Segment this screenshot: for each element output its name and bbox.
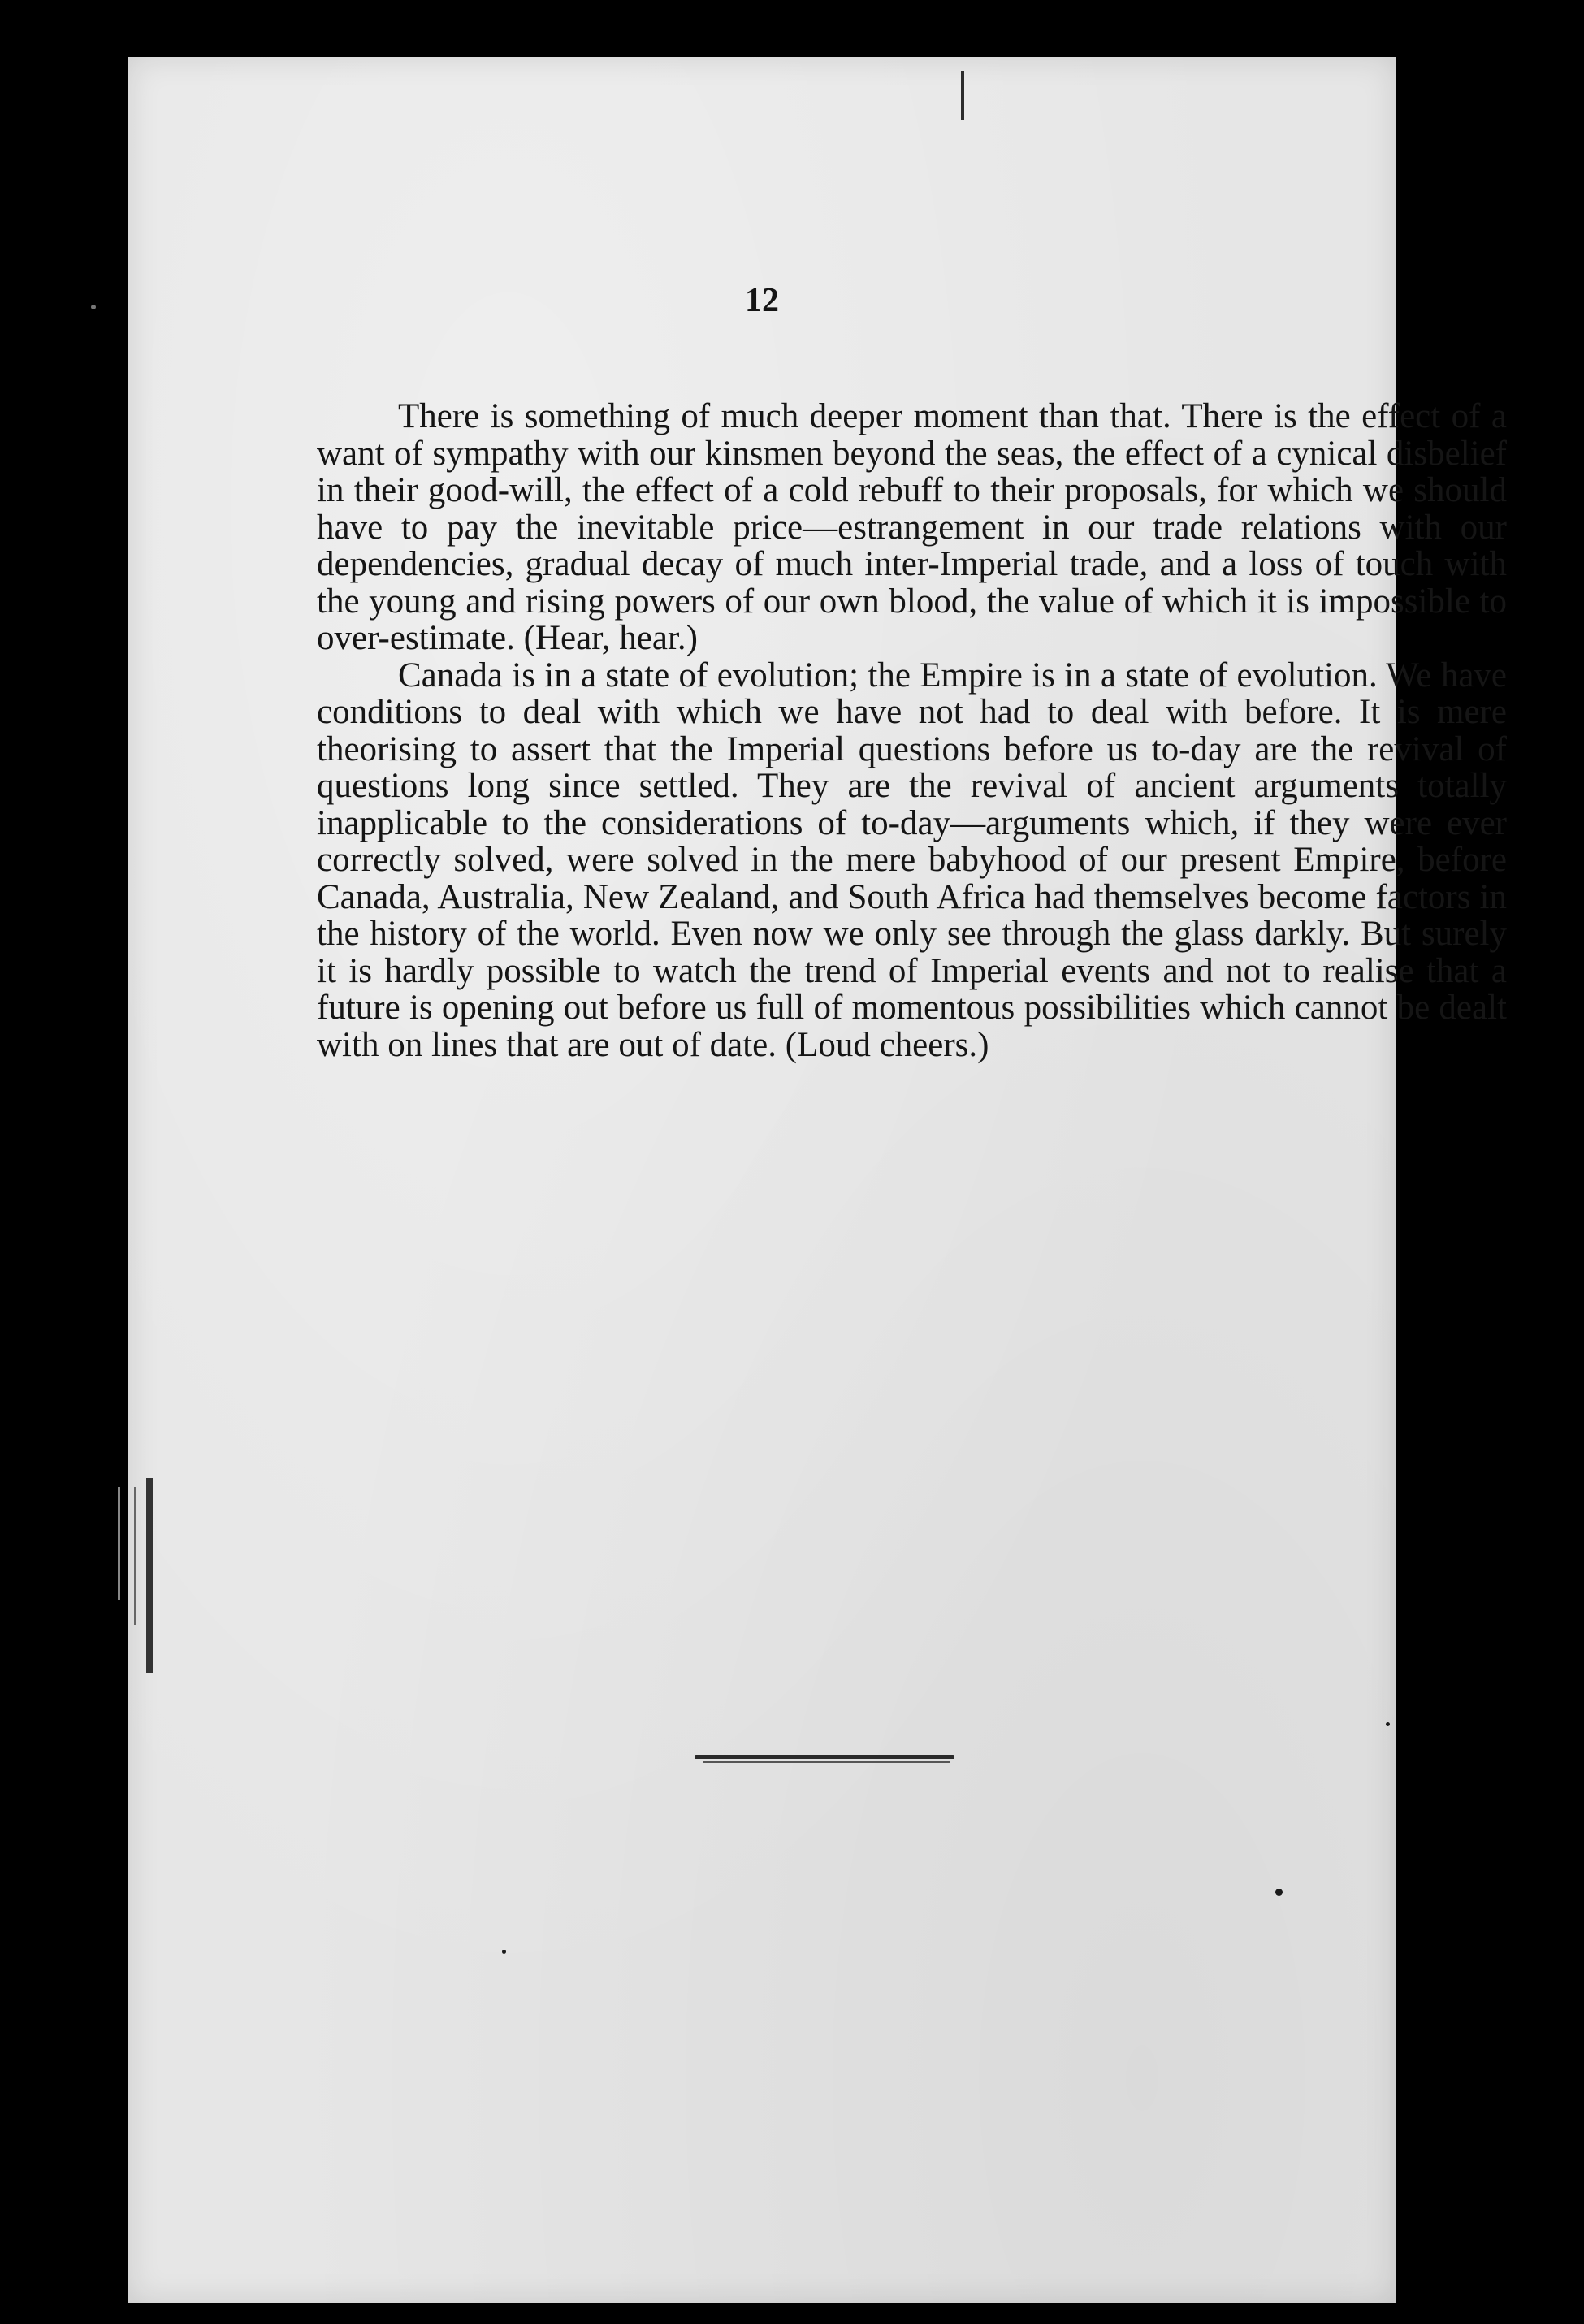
closing-rule: [695, 1755, 954, 1759]
paragraph-2: Canada is in a state of evolution; the Empire is in a state of evolution. We have conditions to deal with which we have not had to deal with before. It is mere theorising to assert that the Imperial questions before us to-day are the revival of questions long since settled. They are the revival of ancient arguments totally inapplicable to the considerations of to-day—arguments which, if they were ever correctly solved, were solved in the mere babyhood of our present Empire, before Canada, Australia, New Zealand, and South Africa had themselves become factors in the history of the world. Even now we only see through the glass darkly. But surely it is hardly possible to watch the trend of Imperial events and not to realise that a future is opening out before us full of momentous possibilities which cannot be dealt with on lines that are out of date. (Loud cheers.): [317, 656, 1507, 1064]
document-page: [128, 57, 1507, 2303]
binding-mark: [118, 1487, 120, 1600]
ink-speck: [502, 1950, 506, 1954]
fold-mark: [961, 71, 964, 120]
binding-mark: [134, 1487, 136, 1625]
body-text: [317, 398, 1507, 1063]
binding-mark: [146, 1478, 153, 1673]
ink-speck: [1275, 1889, 1283, 1896]
paragraph-1: There is something of much deeper moment than that. There is the effect of a want of sympathy with our kinsmen beyond the seas, the effect of a cynical disbelief in their good-will, the effect of a cold rebuff to their proposals, for which we should have to pay the inevitable price—estrangement in our trade relations with our dependencies, gradual decay of much inter-Imperial trade, and a loss of touch with the young and rising powers of our own blood, the value of which it is impossible to over-estimate. (Hear, hear.): [317, 397, 1507, 657]
page-number: 12: [745, 282, 779, 319]
ink-speck: [91, 305, 96, 309]
ink-speck: [1386, 1722, 1390, 1726]
